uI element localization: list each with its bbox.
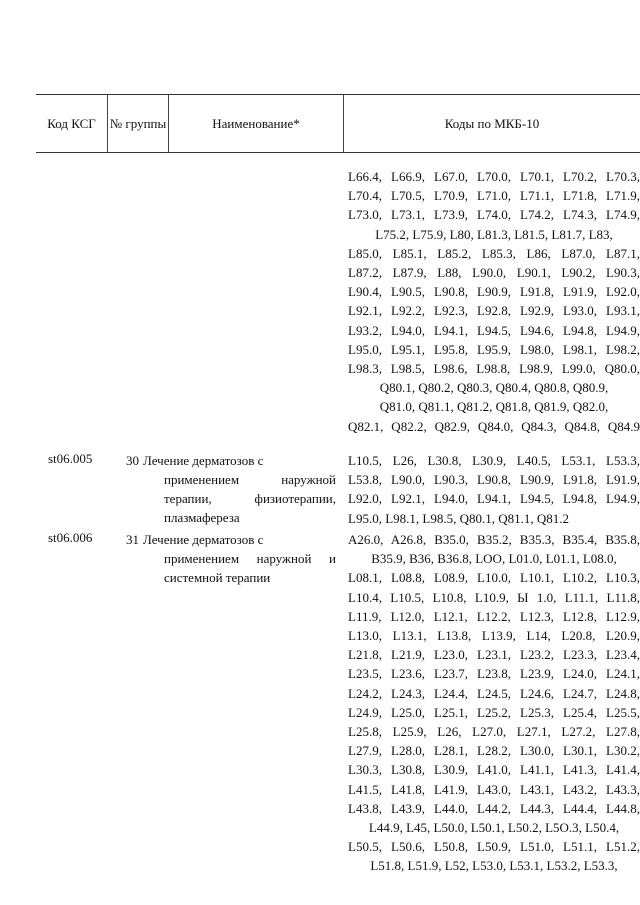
- mkb-line: L24.9, L25.0, L25.1, L25.2, L25.3, L25.4, L25.5,: [348, 704, 640, 720]
- mkb-line: L73.0, L73.1, L73.9, L74.0, L74.2, L74.3, L74.9,: [348, 207, 640, 223]
- mkb-line: L10.4, L10.5, L10.8, L10.9, Ы 1.0, L11.1, L11.8,: [348, 589, 640, 605]
- mkb-line: L93.2, L94.0, L94.1, L94.5, L94.6, L94.8, L94.9,: [348, 322, 640, 338]
- mkb-line: L08.1, L08.8, L08.9, L10.0, L10.1, L10.2, L10.3,: [348, 570, 640, 586]
- mkb-line: L70.4, L70.5, L70.9, L71.0, L71.1, L71.8, L71.9,: [348, 188, 640, 204]
- name-line: применением наружной: [164, 472, 336, 487]
- row-name: [126, 451, 336, 527]
- ksg-code: st06.006: [48, 530, 93, 545]
- mkb-line: L53.8, L90.0, L90.3, L90.8, L90.9, L91.8, L91.9,: [348, 472, 640, 488]
- mkb-line: L51.8, L51.9, L52, L53.0, L53.1, L53.2, L53.3,: [370, 858, 618, 874]
- mkb-line: L87.2, L87.9, L88, L90.0, L90.1, L90.2, L90.3,: [348, 265, 640, 281]
- mkb-line: L11.9, L12.0, L12.1, L12.2, L12.3, L12.8, L12.9,: [348, 608, 640, 624]
- mkb-codes-cell: [348, 451, 640, 528]
- mkb-line: L25.8, L25.9, L26, L27.0, L27.1, L27.2, L27.8,: [348, 724, 640, 740]
- row-name: [126, 530, 336, 587]
- name-line: Лечение дерматозов с: [143, 453, 264, 468]
- mkb-line: A26.0, A26.8, B35.0, B35.2, B35.3, B35.4, B35.8,: [348, 532, 640, 547]
- group-number: 31: [126, 532, 139, 547]
- mkb-line: L24.2, L24.3, L24.4, L24.5, L24.6, L24.7, L24.8,: [348, 685, 640, 701]
- name-line: системной терапии: [164, 570, 271, 585]
- mkb-line: L92.0, L92.1, L94.0, L94.1, L94.5, L94.8, L94.9,: [348, 491, 640, 507]
- name-line: применением наружной и: [164, 551, 336, 566]
- mkb-line: L90.4, L90.5, L90.8, L90.9, L91.8, L91.9, L92.0,: [348, 284, 640, 300]
- mkb-line: B35.9, B36, B36.8, LOO, L01.0, L01.1, L08.0,: [371, 551, 617, 567]
- name-line: терапии, физиотерапии,: [164, 491, 336, 506]
- mkb-line: L27.9, L28.0, L28.1, L28.2, L30.0, L30.1, L30.2,: [348, 743, 640, 759]
- mkb-line: L43.8, L43.9, L44.0, L44.2, L44.3, L44.4, L44.8,: [348, 800, 640, 816]
- mkb-line: L85.0, L85.1, L85.2, L85.3, L86, L87.0, L87.1,: [348, 245, 640, 261]
- header-mkb-codes: Коды по МКБ-10: [444, 115, 540, 131]
- mkb-line: L13.0, L13.1, L13.8, L13.9, L14, L20.8, L20.9,: [348, 628, 640, 644]
- header-ksg-code: Код КСГ: [47, 115, 96, 131]
- mkb-line: L98.3, L98.5, L98.6, L98.8, L98.9, L99.0, Q80.0,: [348, 361, 640, 377]
- mkb-line: L44.9, L45, L50.0, L50.1, L50.2, L5O.3, L50.4,: [368, 820, 620, 836]
- mkb-line: L30.3, L30.8, L30.9, L41.0, L41.1, L41.3, L41.4,: [348, 762, 640, 778]
- table-header: [36, 94, 640, 153]
- name-line: Лечение дерматозов с: [143, 532, 264, 547]
- mkb-line: Q81.0, Q81.1, Q81.2, Q81.8, Q81.9, Q82.0,: [379, 399, 609, 415]
- mkb-line: Q80.1, Q80.2, Q80.3, Q80.4, Q80.8, Q80.9,: [379, 380, 609, 396]
- mkb-line: L10.5, L26, L30.8, L30.9, L40.5, L53.1, L53.3,: [348, 453, 640, 468]
- header-name: Наименование*: [212, 115, 300, 131]
- mkb-line: L23.5, L23.6, L23.7, L23.8, L23.9, L24.0, L24.1,: [348, 666, 640, 682]
- mkb-codes-cell: [348, 530, 640, 876]
- mkb-codes-cell: [348, 167, 640, 436]
- mkb-line: Q82.1, Q82.2, Q82.9, Q84.0, Q84.3, Q84.8, Q84.9: [348, 418, 640, 434]
- name-line: плазмафереза: [164, 510, 240, 525]
- mkb-line: L95.0, L98.1, L98.5, Q80.1, Q81.1, Q81.2: [348, 510, 569, 526]
- mkb-line: L75.2, L75.9, L80, L81.3, L81.5, L81.7, L83,: [375, 226, 613, 242]
- mkb-line: L41.5, L41.8, L41.9, L43.0, L43.1, L43.2, L43.3,: [348, 781, 640, 797]
- mkb-line: L21.8, L21.9, L23.0, L23.1, L23.2, L23.3, L23.4,: [348, 647, 640, 663]
- group-number: 30: [126, 453, 139, 468]
- mkb-line: L66.4, L66.9, L67.0, L70.0, L70.1, L70.2, L70.3,: [348, 169, 640, 184]
- ksg-code: st06.005: [48, 451, 93, 466]
- mkb-line: L92.1, L92.2, L92.3, L92.8, L92.9, L93.0, L93.1,: [348, 303, 640, 319]
- header-group-number: № группы: [109, 115, 167, 131]
- mkb-line: L50.5, L50.6, L50.8, L50.9, L51.0, L51.1, L51.2,: [348, 839, 640, 855]
- mkb-line: L95.0, L95.1, L95.8, L95.9, L98.0, L98.1, L98.2,: [348, 341, 640, 357]
